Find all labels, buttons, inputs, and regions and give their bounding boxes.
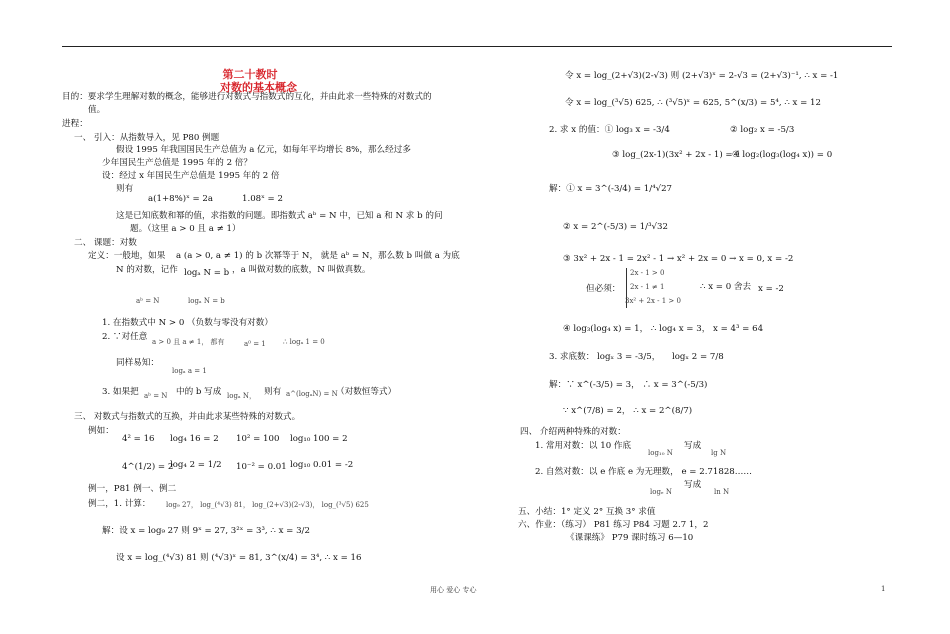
right-solution-1: 令 x = log_(2+√3)(2-√3) 则 (2+√3)ˣ = 2-√3 = (2+√3)⁻¹, ∴ x = -1 (565, 71, 839, 81)
conversion-r1-c1: 4² = 16 (122, 434, 155, 444)
definition-line-1a: 定义：一般地，如果 (88, 251, 166, 261)
conversion-r2-c4: log₁₀ 0.01 = -2 (290, 460, 354, 470)
intro-paragraph-3: 设：经过 x 年国民生产总值是 1995 年的 2 倍 (102, 171, 280, 181)
natural-log-d: ln N (714, 488, 730, 496)
intro-paragraph-1: 假设 1995 年我国国民生产总值为 a 亿元，如每年平均增长 8%，那么经过多 (116, 145, 411, 155)
common-log-a: 1. 常用对数：以 10 作底 (535, 441, 632, 451)
condition-2: 2x - 1 ≠ 1 (630, 283, 665, 291)
same-label: 同样易知： (116, 358, 159, 368)
conversion-r1-c3: 10² = 100 (236, 434, 280, 444)
question-3a: 3. 求底数： logₓ 3 = -3/5， (549, 352, 661, 362)
same-formula: logₐ a = 1 (172, 367, 207, 375)
answer-3-result: x = -2 (758, 284, 784, 294)
definition-line-2a: N 的对数，记作 (116, 265, 178, 275)
answer-3-discard: ∴ x = 0 舍去 (700, 282, 752, 292)
note-3a: 3. 如果把 (102, 387, 139, 397)
question-2c: ③ log_(2x-1)(3x² + 2x - 1) = 1 (612, 150, 741, 160)
answer-3: ③ 3x² + 2x - 1 = 2x² - 1 → x² + 2x = 0 → x = 0, x = -2 (563, 254, 794, 264)
lesson-title: 对数的基本概念 (220, 81, 297, 94)
intro-equation-2: 1.08ˣ = 2 (242, 194, 283, 204)
question-2a: 2. 求 x 的值：① log₃ x = -3/4 (549, 125, 670, 135)
answer-q3a: 解：∵ x^(-3/5) = 3， ∴ x = 3^(-5/3) (549, 380, 708, 390)
example-label: 例如： (88, 426, 114, 436)
header-rule (62, 46, 892, 47)
answer-3-condition-label: 但必须： (586, 284, 621, 294)
question-2b: ② log₂ x = -5/3 (730, 125, 795, 135)
note-2d: ∴ logₐ 1 = 0 (283, 338, 325, 346)
note-3g: （对数恒等式） (336, 387, 397, 397)
note-3f: a^(logₐN) = N (286, 390, 338, 398)
natural-log-c: 写成 (684, 480, 702, 490)
answer-4: ④ log₃(log₄ x) = 1， ∴ log₄ x = 3， x = 4³ = 64 (563, 324, 764, 334)
summary-line: 五、小结：1° 定义 2° 互换 3° 求值 (518, 507, 656, 517)
goal-line-2: 值。 (88, 105, 106, 115)
condition-3: 3x² + 2x - 1 > 0 (625, 297, 681, 305)
question-3b: logₓ 2 = 7/8 (672, 352, 724, 362)
conversion-r2-c1: 4^(1/2) = 2 (122, 462, 174, 472)
common-log-d: lg N (711, 449, 727, 457)
condition-1: 2x - 1 > 0 (630, 269, 665, 277)
conversion-r2-c3: 10⁻² = 0.01 (236, 462, 287, 472)
intro-equation-1: a(1+8%)ˣ = 2a (148, 194, 214, 204)
question-2d: ④ log₂(log₃(log₄ x)) = 0 (732, 150, 833, 160)
lesson-number: 第二十教时 (222, 68, 278, 81)
note-1: 1. 在指数式中 N > 0 （负数与零没有对数） (102, 318, 273, 328)
definition-formula-log: logₐ N = b (188, 297, 225, 305)
intro-then: 则有 (116, 184, 134, 194)
section-4-heading: 四、 介绍两种特殊的对数： (520, 427, 626, 437)
answer-q3b: ∵ x^(7/8) = 2， ∴ x = 2^(8/7) (563, 406, 693, 416)
common-log-b: log₁₀ N (648, 449, 673, 457)
goal-line-1: 目的：要求学生理解对数的概念，能够进行对数式与指数式的互化，并由此求一些特殊的对数式的 (62, 92, 432, 102)
note-3d: logₐ N， (227, 392, 256, 400)
definition-formula-exp: aᵇ = N (136, 297, 160, 305)
definition-line-2b: ，a 叫做对数的底数，N 叫做真数。 (232, 265, 371, 275)
section-2-heading: 二、 课题：对数 (74, 238, 137, 248)
intro-paragraph-5: 题。（这里 a > 0 且 a ≠ 1） (130, 224, 241, 234)
natural-log-b: logₑ N (650, 488, 672, 496)
homework-line-2: 《课课练》 P79 课时练习 6—10 (566, 533, 694, 543)
right-solution-2: 令 x = log_(³√5) 625, ∴ (³√5)ˣ = 625, 5^(x/3) = 5⁴, ∴ x = 12 (565, 98, 821, 108)
definition-line-1b: a (a > 0, a ≠ 1) 的 b 次幂等于 N， 就是 aᵇ = N，那么数 b 叫做 a 为底 (176, 251, 460, 261)
note-2b: a > 0 且 a ≠ 1， 都有 (152, 338, 225, 346)
process-label: 进程： (62, 119, 88, 129)
conversion-r1-c2: log₄ 16 = 2 (170, 434, 219, 444)
note-2c: a⁰ = 1 (244, 340, 266, 348)
solution-line-2: 设 x = log_(⁴√3) 81 则 (⁴√3)ˣ = 81, 3^(x/4) = 3⁴, ∴ x = 16 (116, 553, 362, 563)
example-line-2a: 例二，1. 计算： (88, 499, 151, 509)
note-3b: aᵇ = N (144, 392, 168, 400)
answer-1: 解：① x = 3^(-3/4) = 1/⁴√27 (549, 184, 673, 194)
homework-line-1: 六、作业：（练习） P81 练习 P84 习题 2.7 1，2 (518, 520, 709, 530)
note-3c: 中的 b 写成 (176, 387, 222, 397)
answer-2: ② x = 2^(-5/3) = 1/³√32 (563, 222, 668, 232)
solution-line-1: 解：设 x = log₉ 27 则 9ˣ = 27, 3²ˣ = 3³, ∴ x = 3/2 (102, 526, 310, 536)
page-number: 1 (881, 585, 886, 593)
note-3e: 则有 (264, 387, 282, 397)
intro-paragraph-2: 少年国民生产总值是 1995 年的 2 倍？ (102, 158, 252, 168)
common-log-c: 写成 (684, 441, 702, 451)
definition-log-notation: logₐ N = b (184, 268, 230, 278)
example-line-2b: log₉ 27， log_(⁴√3) 81， log_(2+√3)(2-√3)， log_(³√5) 625 (166, 501, 369, 509)
note-2a: 2. ∵对任意 (102, 332, 148, 342)
section-1-heading: 一、 引入：从指数导入，见 P80 例题 (74, 133, 220, 143)
conversion-r2-c2: log₄ 2 = 1/2 (170, 460, 222, 470)
section-3-heading: 三、 对数式与指数式的互换，并由此求某些特殊的对数式。 (74, 412, 301, 422)
footer-text: 用心 爱心 专心 (430, 586, 477, 594)
example-line-1: 例一，P81 例一、例二 (88, 484, 177, 494)
intro-paragraph-4: 这是已知底数和幂的值，求指数的问题。即指数式 aᵇ = N 中，已知 a 和 N 求 b 的问 (116, 211, 443, 221)
conversion-r1-c4: log₁₀ 100 = 2 (290, 434, 348, 444)
natural-log-a: 2. 自然对数：以 e 作底 e 为无理数， e = 2.71828…… (535, 467, 752, 477)
